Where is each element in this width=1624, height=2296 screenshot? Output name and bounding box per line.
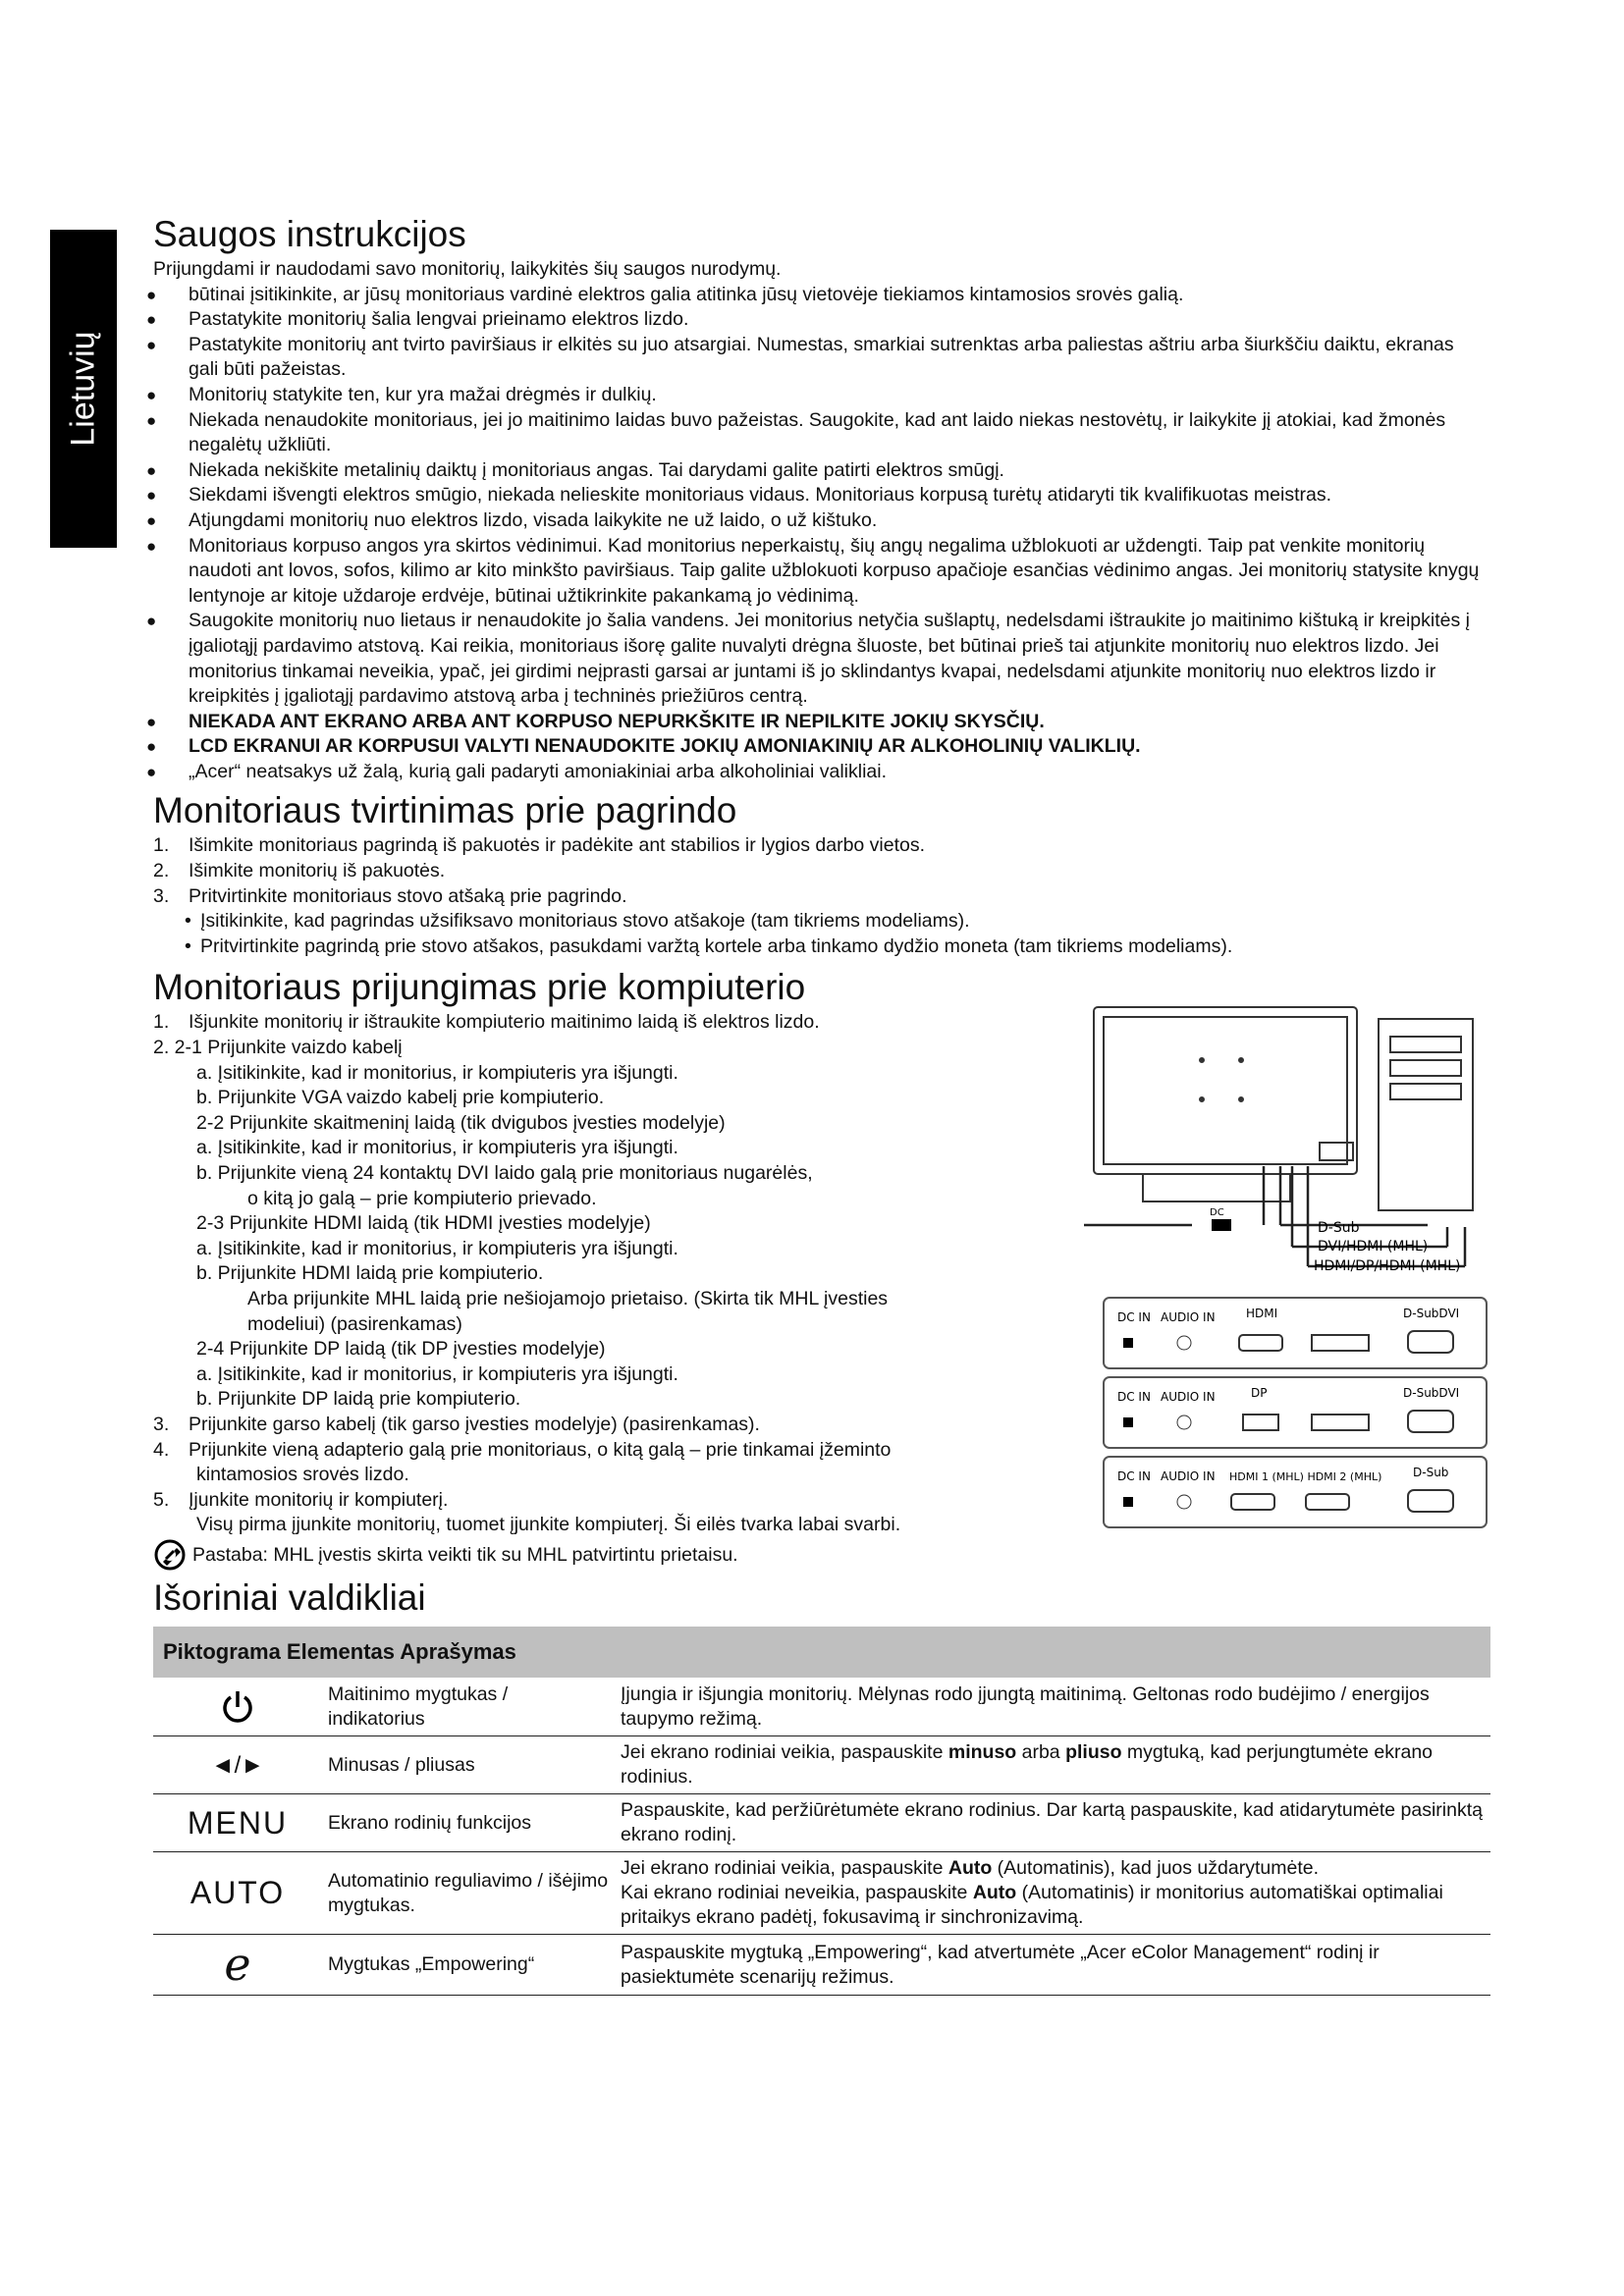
list-item: ● Niekada nekiškite metalinių daiktų į monitoriaus angas. Tai darydami galite patirti elektros smūgį. <box>153 458 1489 484</box>
table-row: AUTO Automatinio reguliavimo / išėjimo mygtukas. Jei ekrano rodiniai veikia, paspauskite Auto (Automatinis), kad juos uždarytumėte. Kai ekrano rodiniai neveikia, paspauskite Auto (Automatinis) ir monitorius automatiškai optimaliai pritaikys ekrano padėtį, fokusavimą ir sinchronizavimą. <box>153 1852 1490 1935</box>
list-item: ● Niekada nenaudokite monitoriaus, jei jo maitinimo laidas buvo pažeistas. Saugokite, kad ant laido niekas nestovėtų, ir laikykite jį atokiai, kad žmonės negalėtų užkliūti. <box>153 408 1489 458</box>
list-item: 2-2 Prijunkite skaitmeninį laidą (tik dvigubos įvesties modelyje) <box>196 1111 726 1134</box>
list-item: 5. Įjunkite monitorių ir kompiuterį. <box>153 1488 449 1511</box>
table-row: MENU Ekrano rodinių funkcijos Paspauskite, kad peržiūrėtumėte ekrano rodinius. Dar kartą paspauskite, kad atidarytumėte pasirinktą ekrano rodinį. <box>153 1794 1490 1852</box>
list-item: modeliui) (pasirenkamas) <box>247 1312 462 1335</box>
svg-text:DC IN: DC IN <box>1117 1390 1151 1404</box>
menu-icon: MENU <box>153 1794 322 1852</box>
list-item: • Pritvirtinkite pagrindą prie stovo atšakos, pasukdami varžtą kortele arba tinkamo dydžio moneta (tam tikriems modeliams). <box>153 934 1489 960</box>
dvi-hdmi-label: DVI/HDMI (MHL) <box>1318 1239 1429 1255</box>
list-item: 2-4 Prijunkite DP laidą (tik DP įvesties modelyje) <box>196 1338 606 1361</box>
table-row: Maitinimo mygtukas / indikatorius Įjungia ir išjungia monitorių. Mėlynas rodo įjungtą maitinimą. Geltonas rodo budėjimo / energijos taupymo režimą. <box>153 1678 1490 1736</box>
list-item: a. Įsitikinkite, kad ir monitorius, ir kompiuteris yra išjungti. <box>196 1137 678 1159</box>
list-item: ● Siekdami išvengti elektros smūgio, niekada nelieskite monitoriaus vidaus. Monitoriaus korpusą turėtų atidaryti tik kvalifikuotas meistras. <box>153 483 1489 508</box>
auto-icon: AUTO <box>153 1852 322 1935</box>
controls-table <box>153 1627 1490 1997</box>
monitor-back-illustration <box>1094 1007 1357 1201</box>
list-item: b. Prijunkite vieną 24 kontaktų DVI laido galą prie monitoriaus nugarėlės, <box>196 1162 813 1184</box>
svg-text:DC IN: DC IN <box>1117 1469 1151 1483</box>
svg-text:D-Sub: D-Sub <box>1413 1466 1449 1479</box>
list-item: ● Pastatykite monitorių ant tvirto paviršiaus ir elkitės su juo atsargiai. Numestas, smarkiai sutrenktas arba paliestas aštriu arba šiurkščiu daiktu, ekranas gali būti pažeistas. <box>153 333 1489 383</box>
list-item: 3. Pritvirtinkite monitoriaus stovo atšaką prie pagrindo. <box>153 884 627 907</box>
list-item: 2. 2-1 Prijunkite vaizdo kabelį <box>153 1037 403 1059</box>
svg-text:D-SubDVI: D-SubDVI <box>1403 1386 1460 1400</box>
list-item: 1. Išjunkite monitorių ir ištraukite kompiuterio maitinimo laidą iš elektros lizdo. <box>153 1011 820 1034</box>
power-icon <box>153 1678 322 1736</box>
safety-title: Saugos instrukcijos <box>153 214 466 254</box>
svg-text:AUDIO IN: AUDIO IN <box>1161 1310 1216 1324</box>
list-item: 2. Išimkite monitorių iš pakuotės. <box>153 860 446 882</box>
note: Pastaba: MHL įvestis skirta veikti tik su MHL patvirtintu prietaisu. <box>153 1538 1489 1572</box>
dc-connector-icon <box>1212 1219 1231 1231</box>
list-item: ● Monitoriaus korpuso angos yra skirtos vėdinimui. Kad monitorius neperkaistų, šių angų negalima užblokuoti ar uždengti. Taip pat venkite monitorių naudoti ant lovos, sofos, kilimo ar kito minkšto paviršiaus. Taip galite užblokuoti korpuso apačioje esančias vėdinimo angas. Jei monitorių statysite knygų lentynoje ar kitoje uždaroje erdvėje, būtinai užtikrinkite pakankamą jo vėdinimą. <box>153 534 1489 610</box>
list-item: b. Prijunkite HDMI laidą prie kompiuterio. <box>196 1262 544 1285</box>
note-pencil-icon <box>153 1538 189 1572</box>
computer-tower-illustration <box>1379 1019 1473 1210</box>
minus-plus-icon: ◄/► <box>153 1736 322 1794</box>
port-panel-dp <box>1104 1377 1487 1448</box>
list-item: ● Saugokite monitorių nuo lietaus ir nenaudokite jo šalia vandens. Jei monitorius netyčia sušlaptų, nedelsdami ištraukite jo maitinimo kištuką ir kreipkitės į įgaliotąjį pardavimo atstovą. Kai reikia, monitoriaus išorę galite nuvalyti drėgna šluoste, bet būtinai prieš tai atjunkite monitorių nuo elektros lizdo. Jei monitorius tinkamai neveikia, ypač, jei girdimi neįprasti garsai ar juntami iš jo sklindantys kvapai, nedelsdami atjunkite monitorių nuo elektros lizdo ir kreipkitės į įgaliotąjį pardavimo atstovą arba į techninės priežiūros centrą. <box>153 609 1489 709</box>
list-item: a. Įsitikinkite, kad ir monitorius, ir kompiuteris yra išjungti. <box>196 1061 678 1084</box>
svg-text:DP: DP <box>1251 1386 1268 1400</box>
svg-text:AUDIO IN: AUDIO IN <box>1161 1390 1216 1404</box>
table-row: e Mygtukas „Empowering“ Paspauskite mygtuką „Empowering“, kad atvertumėte „Acer eColor Management“ rodinį ir pasiektumėte scenarijų režimus. <box>153 1935 1490 1996</box>
safety-intro: Prijungdami ir naudodami savo monitorių, laikykitės šių saugos nurodymų. <box>153 258 782 280</box>
list-item: a. Įsitikinkite, kad ir monitorius, ir kompiuteris yra išjungti. <box>196 1237 678 1259</box>
port-panel-dual-hdmi <box>1104 1457 1487 1527</box>
language-side-tab: Lietuvių <box>50 230 117 548</box>
list-item: 4. Prijunkite vieną adapterio galą prie monitoriaus, o kitą galą – prie tinkamai įžeminto <box>153 1438 892 1461</box>
list-item: ● būtinai įsitikinkite, ar jūsų monitoriaus vardinė elektros galia atitinka jūsų vietovėje tiekiamos kintamosios srovės galią. <box>153 283 1489 308</box>
connect-title: Monitoriaus prijungimas prie kompiuterio <box>153 967 806 1008</box>
controls-title: Išoriniai valdikliai <box>153 1576 426 1618</box>
svg-text:HDMI: HDMI <box>1246 1307 1278 1320</box>
empowering-e-icon: e <box>153 1935 322 1996</box>
list-item: 2-3 Prijunkite HDMI laidą (tik HDMI įvesties modelyje) <box>196 1212 651 1235</box>
list-item: ● Monitorių statykite ten, kur yra mažai drėgmės ir dulkių. <box>153 383 1489 408</box>
port-panel-hdmi <box>1104 1298 1487 1368</box>
list-item: ● Pastatykite monitorių šalia lengvai prieinamo elektros lizdo. <box>153 307 1489 333</box>
list-item: • Įsitikinkite, kad pagrindas užsifiksavo monitoriaus stovo atšakoje (tam tikriems modeliams). <box>153 909 1489 934</box>
svg-text:AUDIO IN: AUDIO IN <box>1161 1469 1216 1483</box>
list-item: kintamosios srovės lizdo. <box>196 1464 409 1486</box>
dc-label: DC <box>1210 1207 1224 1218</box>
list-item: Visų pirma įjunkite monitorių, tuomet įjunkite kompiuterį. Ši eilės tvarka labai svarbi. <box>196 1514 901 1536</box>
hdmi-dp-label: HDMI/DP/HDMI (MHL) <box>1314 1258 1461 1274</box>
list-item: ● LCD EKRANUI AR KORPUSUI VALYTI NENAUDOKITE JOKIŲ AMONIAKINIŲ AR ALKOHOLINIŲ VALIKLIŲ. <box>153 734 1489 760</box>
svg-text:HDMI 1 (MHL) HDMI 2 (MHL): HDMI 1 (MHL) HDMI 2 (MHL) <box>1229 1470 1382 1483</box>
connection-diagram <box>1084 1001 1496 1541</box>
list-item: ● Atjungdami monitorių nuo elektros lizdo, visada laikykite ne už laido, o už kištuko. <box>153 508 1489 534</box>
list-item: ● NIEKADA ANT EKRANO ARBA ANT KORPUSO NEPURKŠKITE IR NEPILKITE JOKIŲ SKYSČIŲ. <box>153 710 1489 735</box>
svg-text:D-SubDVI: D-SubDVI <box>1403 1307 1460 1320</box>
list-item: 3. Prijunkite garso kabelį (tik garso įvesties modelyje) (pasirenkamas). <box>153 1413 760 1435</box>
list-item: 1. Išimkite monitoriaus pagrindą iš pakuotės ir padėkite ant stabilios ir lygios darbo vietos. <box>153 834 926 857</box>
list-item: b. Prijunkite VGA vaizdo kabelį prie kompiuterio. <box>196 1087 605 1109</box>
svg-text:DC IN: DC IN <box>1117 1310 1151 1324</box>
safety-list <box>153 283 1489 785</box>
dsub-label: D-Sub <box>1318 1220 1360 1236</box>
list-item: b. Prijunkite DP laidą prie kompiuterio. <box>196 1388 521 1411</box>
list-item: a. Įsitikinkite, kad ir monitorius, ir kompiuteris yra išjungti. <box>196 1362 678 1385</box>
list-item: ● „Acer“ neatsakys už žalą, kurią gali padaryti amoniakiniai arba alkoholiniai valikliai. <box>153 760 1489 785</box>
stand-title: Monitoriaus tvirtinimas prie pagrindo <box>153 790 737 831</box>
table-header: Piktograma Elementas Aprašymas <box>153 1627 1490 1678</box>
list-item: Arba prijunkite MHL laidą prie nešiojamojo prietaiso. (Skirta tik MHL įvesties <box>247 1287 889 1309</box>
list-item: o kitą jo galą – prie kompiuterio prievado. <box>247 1187 597 1209</box>
table-row: ◄/► Minusas / pliusas Jei ekrano rodiniai veikia, paspauskite minuso arba pliuso mygtuką, kad perjungtumėte ekrano rodinius. <box>153 1736 1490 1794</box>
